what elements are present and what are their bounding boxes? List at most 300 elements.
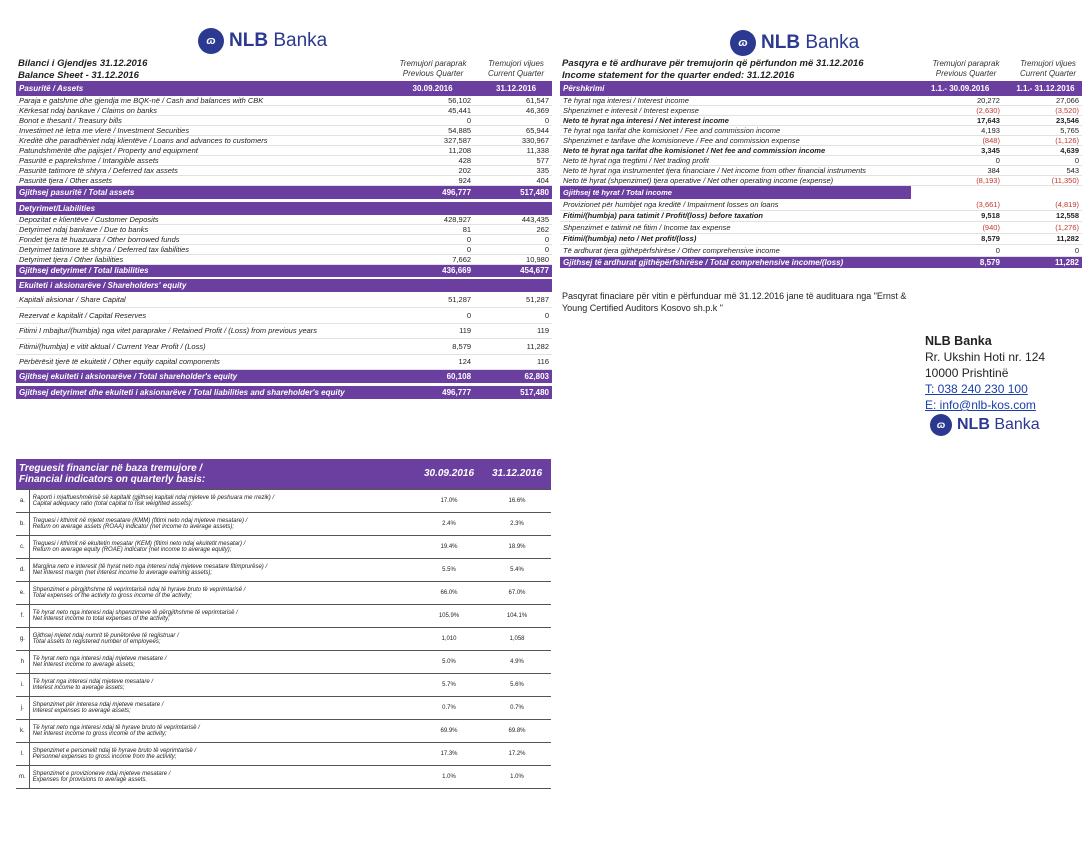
row-curr: (11,350) <box>1009 176 1082 186</box>
row-prev: 45,441 <box>391 106 474 116</box>
row-curr: 0 <box>480 244 552 254</box>
indicator-prev: 1.0% <box>415 765 483 788</box>
income-row <box>560 136 1082 146</box>
indicator-prev: 5.0% <box>415 650 483 673</box>
indicator-label-al: Treguesi i kthimit në mjetet mesatare (KMM) (fitimi neto ndaj mjeteve mesatare) / <box>32 517 248 524</box>
row-label: Neto të hyrat nga instrumentet tjera financiare / Net income from other financial instruments <box>560 166 911 176</box>
equity-row <box>16 292 552 308</box>
logo-rest: Banka <box>800 32 860 53</box>
row-label: Të hyrat nga interesi / Interest income <box>560 96 911 106</box>
indicator-prev: 69.9% <box>415 719 483 742</box>
row-label: Fitimi/(humbja) e vitit aktual / Current Year Profit / (Loss) <box>16 339 385 355</box>
row-prev: 3,345 <box>917 146 1003 156</box>
row-prev: 20,272 <box>917 96 1003 106</box>
indicator-row <box>16 604 551 627</box>
indicator-label-al: Të hyrat neto nga interesi ndaj të hyrave bruto të veprimtarisë / <box>32 724 200 731</box>
row-curr: 335 <box>480 166 552 176</box>
indicator-label-en: Interest expenses to average assets; <box>32 707 131 714</box>
liabilities-header-row <box>16 202 552 215</box>
nlb-logo-right <box>730 30 859 56</box>
income-statement-table <box>560 81 1082 268</box>
total-curr: 62,803 <box>480 370 552 383</box>
row-prev: 0 <box>391 234 474 244</box>
logo-bold: NLB <box>229 30 269 51</box>
row-prev: 0 <box>917 245 1003 257</box>
total-curr: 517,480 <box>480 386 552 399</box>
row-prev: 428,927 <box>391 215 474 225</box>
row-curr: 11,338 <box>480 146 552 156</box>
row-label: Shpenzimet e tarifave dhe komisioneve / Fee and commission expense <box>560 136 911 146</box>
indicator-label-al: Të hyrat neto nga interesi ndaj mjeteve mesatare / <box>32 655 167 662</box>
spacer <box>480 279 552 292</box>
row-curr: 0 <box>1009 156 1082 166</box>
contact-block <box>925 333 1045 413</box>
row-label: Patundshmëritë dhe pajisjet / Property and equipment <box>16 146 385 156</box>
row-prev: 51,287 <box>391 292 474 308</box>
asset-row <box>16 106 552 116</box>
indicator-description <box>29 535 415 558</box>
indicator-description <box>29 650 415 673</box>
nlb-logo-icon: ɷ <box>198 28 224 54</box>
row-label: Neto të hyrat (shpenzimet) tjera operative / Net other operating income (expense) <box>560 176 911 186</box>
spacer <box>1009 186 1082 199</box>
row-prev: 11,208 <box>391 146 474 156</box>
row-label: Pasuritë tjera / Other assets <box>16 176 385 186</box>
total-income-label: Gjithsej të hyrat / Total income <box>560 186 911 199</box>
total-prev: 8,579 <box>917 256 1003 268</box>
indicator-description <box>29 765 415 788</box>
row-prev: 9,518 <box>917 210 1003 222</box>
audit-note: Pasqyrat finaciare për vitin e përfunduar më 31.12.2016 jane të audituara nga "Ernst & Young Certified Auditors Kosovo sh.p.k " <box>562 291 907 313</box>
row-prev: 428 <box>391 156 474 166</box>
indicator-letter: k. <box>16 719 29 742</box>
asset-row <box>16 176 552 186</box>
row-label: Detyrimet tatimore të shtyra / Deferred tax liabilities <box>16 244 385 254</box>
liability-row <box>16 244 552 254</box>
row-prev: 0 <box>391 244 474 254</box>
contact-street: Rr. Ukshin Hoti nr. 124 <box>925 350 1046 364</box>
row-curr: 51,287 <box>480 292 552 308</box>
indicator-prev: 0.7% <box>415 696 483 719</box>
income-header-row <box>560 81 1082 96</box>
indicator-row <box>16 742 551 765</box>
liability-row <box>16 224 552 234</box>
row-label: Depozitat e klientëve / Customer Deposits <box>16 215 385 225</box>
row-prev: 17,643 <box>917 116 1003 126</box>
indicator-row <box>16 558 551 581</box>
row-prev: 0 <box>391 116 474 126</box>
indicator-curr: 5.4% <box>483 558 551 581</box>
total-label: Gjithsej detyrimet / Total liabilities <box>16 264 385 277</box>
indicator-label-al: Shpenzimet e përgjithshme të veprimtarisë ndaj të hyrave bruto të veprimtarisë / <box>32 586 246 593</box>
row-prev: 7,662 <box>391 254 474 264</box>
row-curr: 23,546 <box>1009 116 1082 126</box>
row-label: Fitimi I mbajtur/(humbja) nga vitet paraprake / Retained Profit / (Loss) from previous years <box>16 323 385 339</box>
indicator-curr: 5.6% <box>483 673 551 696</box>
header-prev: 1.1.- 30.09.2016 <box>917 81 1003 96</box>
indicator-row <box>16 765 551 788</box>
income-row <box>560 166 1082 176</box>
row-prev: 384 <box>917 166 1003 176</box>
spacer <box>917 186 1003 199</box>
indicator-letter: e. <box>16 581 29 604</box>
total-curr: 454,677 <box>480 264 552 277</box>
row-prev: 81 <box>391 224 474 234</box>
liability-row <box>16 215 552 225</box>
total-label: Gjithsej ekuiteti i aksionarëve / Total shareholder's equity <box>16 370 385 383</box>
indicator-prev: 5.7% <box>415 673 483 696</box>
row-prev: (2,630) <box>917 106 1003 116</box>
income-row <box>560 222 1082 234</box>
row-prev: 8,579 <box>391 339 474 355</box>
indicator-label-en: Net interest margin (net interest income to average earning assets); <box>32 569 213 576</box>
row-curr: 5,765 <box>1009 126 1082 136</box>
indicator-letter: c. <box>16 535 29 558</box>
indicator-row <box>16 696 551 719</box>
row-curr: 119 <box>480 323 552 339</box>
indicator-letter: l. <box>16 742 29 765</box>
row-curr: 11,282 <box>480 339 552 355</box>
indicator-label-al: Shpenzimet e provizioneve ndaj mjeteve mesatare / <box>32 770 171 777</box>
indicator-curr: 17.2% <box>483 742 551 765</box>
income-col-prev <box>920 59 1012 79</box>
indicator-row <box>16 627 551 650</box>
col-prev-en: Previous Quarter <box>935 69 997 78</box>
row-label: Fitimi/(humbja) para tatimit / Profit/(loss) before taxation <box>560 210 911 222</box>
indicator-prev: 66.0% <box>415 581 483 604</box>
row-label: Neto të hyrat nga tarifat dhe komisionet / Net fee and commission income <box>560 146 911 156</box>
indicator-label-al: Të hyrat nga interesi ndaj mjeteve mesatare / <box>32 678 154 685</box>
indicator-description <box>29 696 415 719</box>
asset-row <box>16 96 552 106</box>
income-col-curr <box>1012 59 1084 79</box>
balance-title-al: Bilanci i Gjendjes 31.12.2016 <box>18 58 148 69</box>
row-prev: 0 <box>917 156 1003 166</box>
total-curr: 11,282 <box>1009 256 1082 268</box>
indicators-date-prev: 30.09.2016 <box>415 459 483 489</box>
indicator-curr: 104.1% <box>483 604 551 627</box>
col-prev-en: Previous Quarter <box>402 69 464 78</box>
row-label: Provizionet për humbjet nga kreditë / Impairment losses on loans <box>560 199 911 211</box>
row-prev: 54,885 <box>391 126 474 136</box>
income-row <box>560 210 1082 222</box>
indicator-description <box>29 581 415 604</box>
row-label: Investimet në letra me vlerë / Investment Securities <box>16 126 385 136</box>
indicator-label-en: Net interest income to average assets; <box>32 661 136 668</box>
row-label: Bonot e thesarit / Treasury bills <box>16 116 385 126</box>
logo-rest: Banka <box>268 30 328 51</box>
indicator-letter: m. <box>16 765 29 788</box>
income-row <box>560 146 1082 156</box>
indicator-curr: 2.3% <box>483 512 551 535</box>
row-curr: 116 <box>480 354 552 370</box>
row-label: Paraja e gatshme dhe gjendja me BQK-në / Cash and balances with CBK <box>16 96 385 106</box>
row-label: Pasuritë tatimore të shtyra / Deferred tax assets <box>16 166 385 176</box>
asset-row <box>16 126 552 136</box>
row-curr: 262 <box>480 224 552 234</box>
row-curr: 330,967 <box>480 136 552 146</box>
indicator-letter: i. <box>16 673 29 696</box>
col-prev-al: Tremujori paraprak <box>399 59 467 68</box>
equity-row <box>16 339 552 355</box>
row-curr: (3,520) <box>1009 106 1082 116</box>
row-prev: (940) <box>917 222 1003 234</box>
total-liabilities-equity-row <box>16 386 552 399</box>
indicator-description <box>29 558 415 581</box>
indicator-curr: 16.6% <box>483 489 551 512</box>
income-row <box>560 233 1082 245</box>
indicator-prev: 17.0% <box>415 489 483 512</box>
total-prev: 496,777 <box>391 186 474 199</box>
balance-title-en: Balance Sheet - 31.12.2016 <box>18 70 139 81</box>
indicator-label-al: Shpenzimet për interesa ndaj mjeteve mesatare / <box>32 701 164 708</box>
row-curr: 27,066 <box>1009 96 1082 106</box>
indicators-header-row <box>16 459 551 489</box>
total-assets-row <box>16 186 552 199</box>
header-curr: 1.1.- 31.12.2016 <box>1009 81 1082 96</box>
total-prev: 436,669 <box>391 264 474 277</box>
total-curr: 517,480 <box>480 186 552 199</box>
indicator-label-en: Interest income to average assets; <box>32 684 125 691</box>
indicator-label-al: Treguesi i kthimit në ekuitetin mesatar (KEM) (fitimi neto ndaj ekuitetit mesatar) / <box>32 540 246 547</box>
header-curr: 31.12.2016 <box>480 81 552 96</box>
total-prev: 496,777 <box>391 386 474 399</box>
indicator-letter: b. <box>16 512 29 535</box>
total-liabilities-row <box>16 264 552 277</box>
indicator-label-en: Total expenses of the activity to gross income of the activity; <box>32 592 192 599</box>
row-label: Të hyrat nga tarifat dhe komisionet / Fee and commission income <box>560 126 911 136</box>
indicator-letter: h <box>16 650 29 673</box>
indicator-row <box>16 581 551 604</box>
indicator-letter: g. <box>16 627 29 650</box>
indicator-letter: f. <box>16 604 29 627</box>
col-curr-al: Tremujori vijues <box>488 59 544 68</box>
indicator-description <box>29 512 415 535</box>
row-curr: 61,547 <box>480 96 552 106</box>
row-curr: 46,369 <box>480 106 552 116</box>
asset-row <box>16 166 552 176</box>
income-row <box>560 245 1082 257</box>
equity-row <box>16 354 552 370</box>
indicator-label-en: Return on average equity (ROAE) indicator (net income to average equity); <box>32 546 232 553</box>
header-label: Përshkrimi <box>560 81 911 96</box>
row-label: Përbërësit tjerë të ekuitetit / Other equity capital components <box>16 354 385 370</box>
row-prev: 8,579 <box>917 233 1003 245</box>
row-label: Kërkesat ndaj bankave / Claims on banks <box>16 106 385 116</box>
asset-row <box>16 156 552 166</box>
indicator-prev: 1,010 <box>415 627 483 650</box>
total-comprehensive-income-row <box>560 256 1082 268</box>
section-label: Detyrimet/Liabilities <box>16 202 385 215</box>
row-prev: (8,193) <box>917 176 1003 186</box>
income-row <box>560 199 1082 211</box>
contact-city: 10000 Prishtinë <box>925 366 1009 380</box>
income-row <box>560 156 1082 166</box>
row-curr: 4,639 <box>1009 146 1082 156</box>
row-curr: 0 <box>1009 245 1082 257</box>
col-curr-al: Tremujori vijues <box>1020 59 1076 68</box>
row-prev: (3,661) <box>917 199 1003 211</box>
row-prev: 119 <box>391 323 474 339</box>
total-label: Gjithsej të ardhurat gjithëpërfshirëse / Total comprehensive income/(loss) <box>560 256 911 268</box>
balance-col-curr <box>478 59 554 79</box>
indicators-title-en: Financial indicators on quarterly basis: <box>19 473 206 485</box>
row-label: Neto të hyrat nga tregtimi / Net trading profit <box>560 156 911 166</box>
indicator-label-al: Shpenzimet e personelit ndaj të hyrave bruto të veprimtarisë / <box>32 747 197 754</box>
indicator-description <box>29 673 415 696</box>
indicator-label-al: Raporti i mjaftueshmërisë së kapitalit (gjithsej kapitali ndaj mjeteve të peshuara me rrezik) / <box>32 494 275 501</box>
row-curr: 543 <box>1009 166 1082 176</box>
indicator-row <box>16 650 551 673</box>
logo-rest: Banka <box>989 416 1040 433</box>
header-prev: 30.09.2016 <box>391 81 474 96</box>
assets-header-row <box>16 81 552 96</box>
indicator-label-en: Return on average assets (ROAA) indicator (net income to average assets); <box>32 523 235 530</box>
income-title <box>562 58 863 82</box>
indicator-description <box>29 604 415 627</box>
indicator-row <box>16 512 551 535</box>
indicator-prev: 105.9% <box>415 604 483 627</box>
balance-col-prev <box>388 59 478 79</box>
indicator-curr: 69.8% <box>483 719 551 742</box>
total-label: Gjithsej detyrimet dhe ekuiteti i aksionarëve / Total liabilities and shareholder's equity <box>16 386 385 399</box>
row-curr: 577 <box>480 156 552 166</box>
equity-row <box>16 308 552 324</box>
row-curr: 0 <box>480 308 552 324</box>
row-curr: 11,282 <box>1009 233 1082 245</box>
row-label: Pasuritë e paprekshme / Intangible assets <box>16 156 385 166</box>
indicator-curr: 18.9% <box>483 535 551 558</box>
income-row <box>560 126 1082 136</box>
indicator-curr: 4.9% <box>483 650 551 673</box>
total-prev: 60,108 <box>391 370 474 383</box>
section-label: Ekuiteti i aksionarëve / Shareholders' equity <box>16 279 385 292</box>
indicators-title <box>16 459 415 489</box>
indicator-description <box>29 489 415 512</box>
indicator-label-en: Expenses for provisions to average assets. <box>32 776 148 783</box>
contact-email-link[interactable]: E: info@nlb-kos.com <box>925 398 1036 412</box>
row-label: Kreditë dhe paradhëniet ndaj klientëve / Loans and advances to customers <box>16 136 385 146</box>
indicator-prev: 19.4% <box>415 535 483 558</box>
col-curr-en: Current Quarter <box>487 69 545 78</box>
row-prev: 924 <box>391 176 474 186</box>
total-income-row <box>560 186 1082 199</box>
total-label: Gjithsej pasuritë / Total assets <box>16 186 385 199</box>
row-prev: 56,102 <box>391 96 474 106</box>
indicators-title-al: Treguesit financiar në baza tremujore / <box>19 462 203 474</box>
nlb-logo-contact <box>930 414 1040 436</box>
row-curr: 10,980 <box>480 254 552 264</box>
indicators-date-curr: 31.12.2016 <box>483 459 551 489</box>
liability-row <box>16 234 552 244</box>
spacer <box>480 202 552 215</box>
indicator-row <box>16 535 551 558</box>
equity-header-row <box>16 279 552 292</box>
indicator-letter: d. <box>16 558 29 581</box>
indicator-prev: 2.4% <box>415 512 483 535</box>
row-label: Të ardhurat tjera gjithëpërfshirëse / Other comprehensive income <box>560 245 911 257</box>
row-label: Fitimi/(humbja) neto / Net profit/(loss) <box>560 233 911 245</box>
row-curr: (4,819) <box>1009 199 1082 211</box>
indicator-prev: 17.3% <box>415 742 483 765</box>
row-label: Shpenzimet e tatimit në fitim / Income tax expense <box>560 222 911 234</box>
indicator-prev: 5.5% <box>415 558 483 581</box>
contact-name: NLB Banka <box>925 334 992 348</box>
equity-row <box>16 323 552 339</box>
row-curr: 12,558 <box>1009 210 1082 222</box>
row-curr: (1,276) <box>1009 222 1082 234</box>
row-curr: 65,944 <box>480 126 552 136</box>
indicator-label-en: Total assets to registered number of employees; <box>32 638 161 645</box>
row-label: Detyrimet ndaj bankave / Due to banks <box>16 224 385 234</box>
spacer <box>391 279 474 292</box>
liability-row <box>16 254 552 264</box>
row-prev: (848) <box>917 136 1003 146</box>
nlb-logo-icon: ɷ <box>930 414 952 436</box>
indicator-label-al: Të hyrat neto nga interesi ndaj shpenzimeve të përgjithshme të veprimtarisë / <box>32 609 238 616</box>
indicator-description <box>29 742 415 765</box>
indicator-label-en: Net interest income to gross income of the activity; <box>32 730 167 737</box>
row-label: Kapitali aksionar / Share Capital <box>16 292 385 308</box>
row-prev: 4,193 <box>917 126 1003 136</box>
row-curr: 0 <box>480 116 552 126</box>
indicator-curr: 1.0% <box>483 765 551 788</box>
logo-bold: NLB <box>957 416 990 433</box>
income-title-en: Income statement for the quarter ended: 31.12.2016 <box>562 70 795 81</box>
row-curr: 0 <box>480 234 552 244</box>
row-label: Detyrimet tjera / Other liabilities <box>16 254 385 264</box>
nlb-logo-left <box>198 28 327 54</box>
nlb-logo-icon: ɷ <box>730 30 756 56</box>
row-prev: 327,587 <box>391 136 474 146</box>
row-curr: 404 <box>480 176 552 186</box>
indicator-curr: 67.0% <box>483 581 551 604</box>
indicator-label-al: Margjina neto e interesit (të hyrat neto nga interesi ndaj mjeteve mesatare fitimprurëse) / <box>32 563 268 570</box>
financial-indicators-table <box>16 459 551 789</box>
row-curr: (1,126) <box>1009 136 1082 146</box>
row-curr: 443,435 <box>480 215 552 225</box>
income-row <box>560 176 1082 186</box>
total-equity-row <box>16 370 552 383</box>
income-row <box>560 96 1082 106</box>
indicator-description <box>29 627 415 650</box>
indicator-label-al: Gjithsej mjetet ndaj numrit të punëtorëve të regjistruar / <box>32 632 179 639</box>
row-label: Fondet tjera të huazuara / Other borrowed funds <box>16 234 385 244</box>
spacer <box>391 202 474 215</box>
income-row <box>560 116 1082 126</box>
asset-row <box>16 116 552 126</box>
indicator-label-en: Personnel expenses to gross income from the activity; <box>32 753 177 760</box>
balance-sheet-table <box>16 81 552 399</box>
indicator-curr: 0.7% <box>483 696 551 719</box>
row-label: Neto të hyrat nga interesi / Net interest income <box>560 116 911 126</box>
indicator-letter: j. <box>16 696 29 719</box>
header-label: Pasuritë / Assets <box>16 81 385 96</box>
asset-row <box>16 136 552 146</box>
indicator-description <box>29 719 415 742</box>
indicator-label-en: Net interest income to total expenses of the activity; <box>32 615 170 622</box>
row-label: Rezervat e kapitalit / Capital Reserves <box>16 308 385 324</box>
indicator-row <box>16 489 551 512</box>
indicator-curr: 1,058 <box>483 627 551 650</box>
col-prev-al: Tremujori paraprak <box>932 59 1000 68</box>
row-prev: 0 <box>391 308 474 324</box>
row-prev: 124 <box>391 354 474 370</box>
col-curr-en: Current Quarter <box>1019 69 1077 78</box>
balance-title <box>18 58 147 82</box>
contact-phone-link[interactable]: T: 038 240 230 100 <box>925 382 1028 396</box>
row-label: Shpenzimet e interesit / Interest expense <box>560 106 911 116</box>
